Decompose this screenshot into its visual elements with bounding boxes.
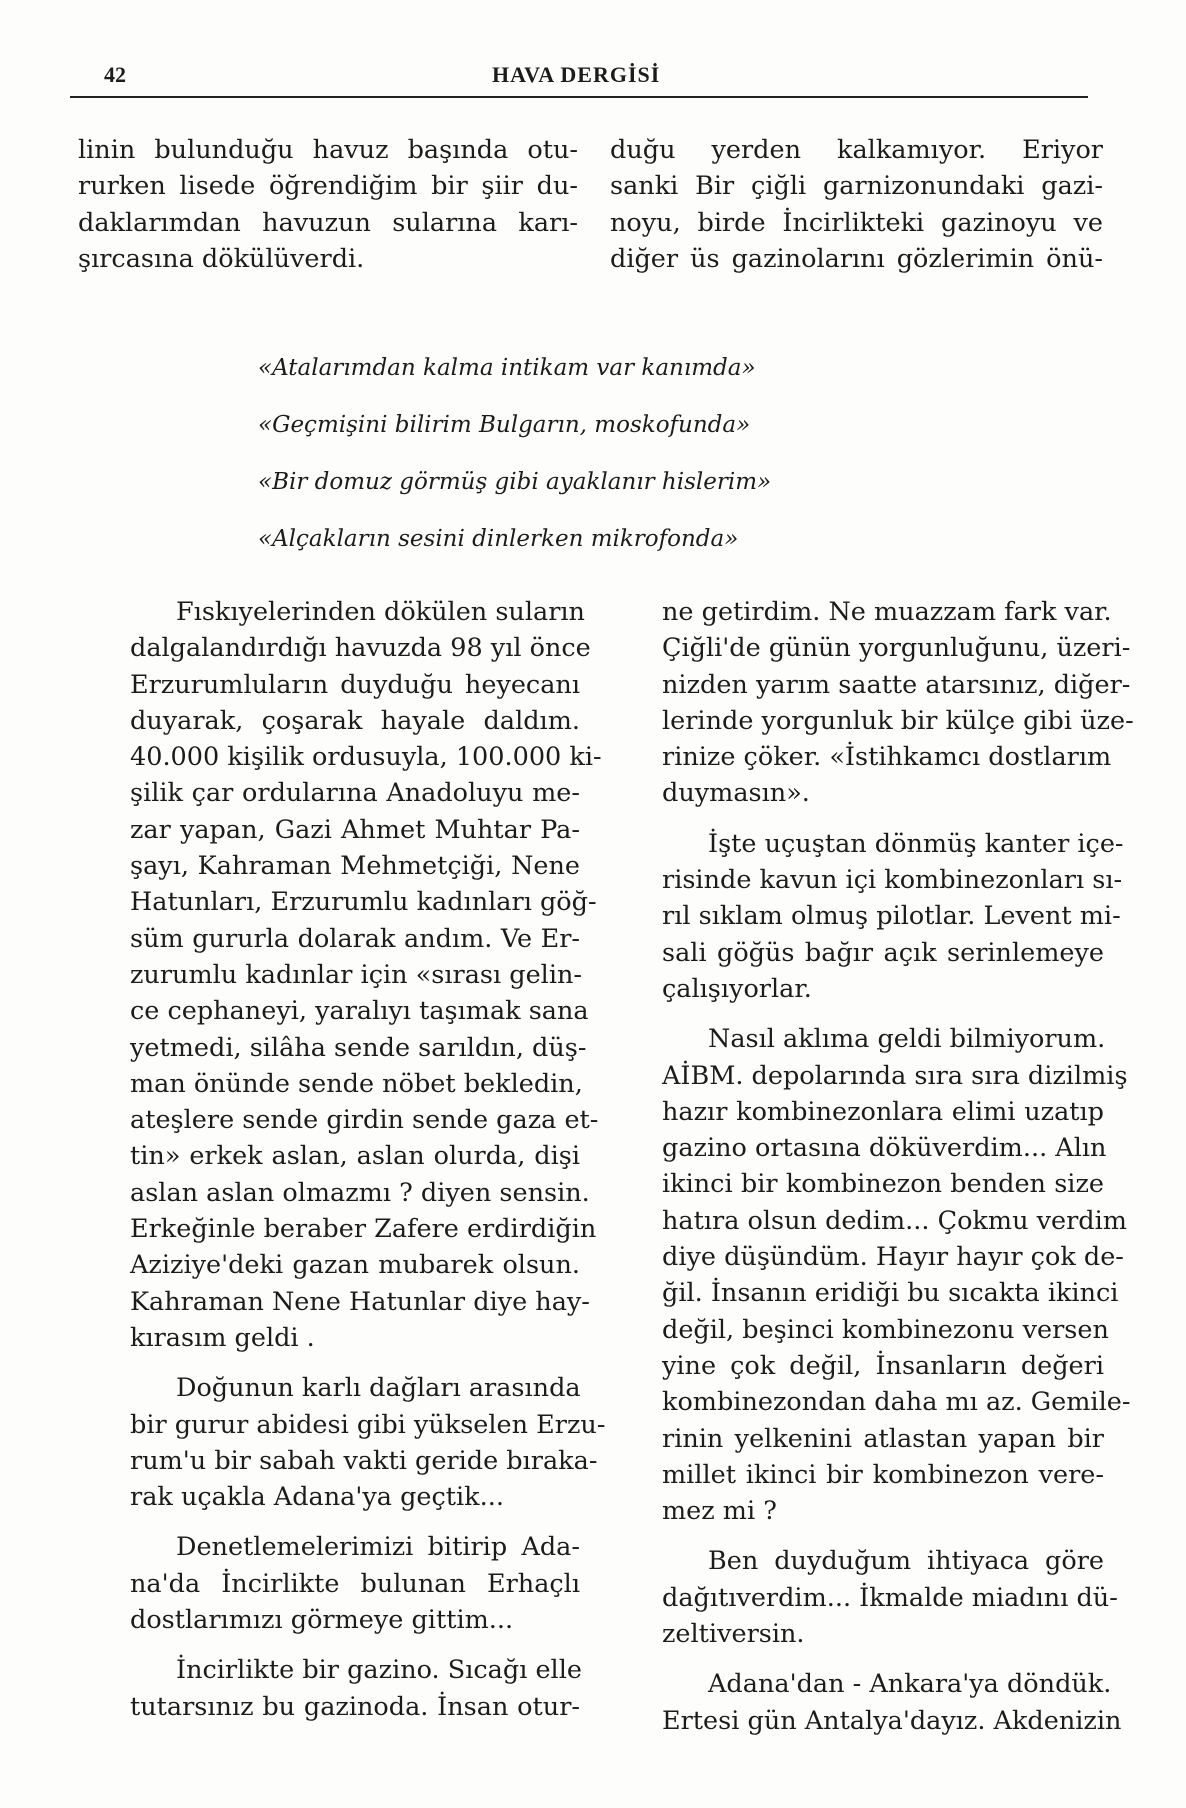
text-line: Erzurumluların duyduğu heyecanı [130,669,580,700]
text-line: AİBM. depolarında sıra sıra dizilmiş [662,1060,1128,1091]
text-line: aslan aslan olmazmı ? diyen sensin. [130,1177,590,1208]
text-line: Fıskıyelerinden dökülen suların [176,597,585,627]
text-line: diğer üs gazinolarını gözlerimin önü- [610,243,1103,274]
text-line: Adana'dan - Ankara'ya döndük. [708,1669,1112,1700]
paragraph [72,1652,580,1725]
paragraph [604,1666,1122,1739]
text-line: ğil. İnsanın eridiği bu sıcakta ikinci [662,1278,1119,1309]
text-line: duğu yerden kalkamıyor. Eriyor [610,135,1103,165]
text-line: Çiğli'de günün yorgunluğunu, üzeri- [662,633,1131,664]
text-line: dağıtıverdim... İkmalde miadını dü- [662,1582,1118,1613]
text-line: yine çok değil, İnsanların değeri [662,1350,1104,1381]
text-line: millet ikinci bir kombinezon vere- [662,1459,1104,1490]
poem-line: «Bir domuz görmüş gibi ayaklanır hislerim» [258,469,772,495]
text-line: sali göğüs bağır açık serinlemeye [662,937,1104,968]
text-line: Kahraman Nene Hatunlar diye hay- [130,1286,590,1317]
text-line: şilik çar ordularına Anadoluyu me- [130,778,580,809]
text-line: İşte uçuştan dönmüş kanter içe- [708,828,1124,859]
text-line: Ben duyduğum ihtiyaca göre [708,1546,1104,1577]
top-left-continuation [78,132,578,277]
text-line: hatıra olsun dedim... Çokmu verdim [662,1205,1127,1236]
text-line: tin» erkek aslan, aslan olurda, dişi [130,1141,580,1172]
text-line: zar yapan, Gazi Ahmet Muhtar Pa- [130,814,580,845]
text-line: hazır kombinezonlara elimi uzatıp [662,1096,1104,1127]
text-line: man önünde sende nöbet bekledin, [130,1068,583,1099]
text-line: rurken lisede öğrendiğim bir şiir du- [78,171,578,202]
text-line: Denetlemelerimizi bitirip Ada- [176,1532,580,1563]
text-line: rak uçakla Adana'ya geçtik... [130,1482,504,1513]
text-line: duymasın». [662,778,810,809]
text-line: zurumlu kadınlar için «sırası gelin- [130,959,583,990]
text-line: şırcasına dökülüverdi. [78,243,365,274]
text-line: dalgalandırdığı havuzda 98 yıl önce [130,633,591,664]
text-line: gazino ortasına döküverdim... Alın [662,1133,1107,1164]
text-line: ikinci bir kombinezon benden size [662,1169,1104,1200]
page-header [70,58,1088,98]
text-line: rinin yelkenini atlastan yapan bir [662,1423,1104,1454]
text-line: na'da İncirlikte bulunan Erhaçlı [130,1568,580,1599]
text-line: noyu, birde İncirlikteki gazinoyu ve [610,207,1103,238]
page-number: 42 [104,62,126,87]
text-line: sanki Bir çiğli garnizonundaki gazi- [610,171,1103,202]
paragraph [604,1021,1131,1529]
text-line: rinize çöker. «İstihkamcı dostlarım [662,742,1112,773]
text-line: ateşlere sende girdin sende gaza et- [130,1105,599,1136]
text-line: lerinde yorgunluk bir külçe gibi üze- [662,705,1134,736]
paragraph [604,826,1124,1007]
text-line: Ertesi gün Antalya'dayız. Akdenizin [662,1705,1122,1736]
paragraph [72,594,602,1356]
text-line: diye düşündüm. Hayır hayır çok de- [662,1242,1124,1273]
text-line: rum'u bir sabah vakti geride bıraka- [130,1445,598,1476]
text-line: risinde kavun içi kombinezonları sı- [662,865,1123,896]
text-line: Doğunun karlı dağları arasında [176,1373,581,1404]
text-line: Erkeğinle beraber Zafere erdirdiğin [130,1214,597,1245]
poem-quote [258,340,958,568]
text-line: ce cephaneyi, yaralıyı taşımak sana [130,996,589,1027]
text-line: kırasım geldi . [130,1322,315,1353]
text-line: şayı, Kahraman Mehmetçiği, Nene [130,851,580,882]
poem-line: «Geçmişini bilirim Bulgarın, moskofunda» [258,412,751,438]
top-right-continuation [610,132,1103,277]
text-line: Nasıl aklıma geldi bilmiyorum. [708,1024,1106,1055]
text-line: Hatunları, Erzurumlu kadınları göğ- [130,887,597,918]
paragraph [604,1543,1118,1652]
text-line: ne getirdim. Ne muazzam fark var. [662,597,1112,627]
text-line: Aziziye'deki gazan mubarek olsun. [130,1250,580,1281]
text-line: İncirlikte bir gazino. Sıcağı elle [176,1655,582,1686]
text-line: zeltiversin. [662,1619,805,1650]
poem-line: «Atalarımdan kalma intikam var kanımda» [258,355,756,381]
text-line: dostlarımızı görmeye gittim... [130,1605,514,1636]
paragraph [604,594,1134,812]
text-line: yetmedi, silâha sende sarıldın, düş- [130,1032,587,1063]
text-line: mez mi ? [662,1496,777,1527]
text-line: çalışıyorlar. [662,973,812,1004]
text-line: kombinezondan daha mı az. Gemile- [662,1387,1131,1418]
text-line: değil, beşinci kombinezonu versen [662,1314,1109,1345]
paragraph [72,1370,606,1515]
text-line: daklarımdan havuzun sularına karı- [78,207,578,238]
text-line: süm gururla dolarak andım. Ve Er- [130,923,580,954]
paragraph [72,1529,580,1638]
text-line: 40.000 kişilik ordusuyla, 100.000 ki- [130,742,602,773]
text-line: nizden yarım saatte atarsınız, diğer- [662,669,1131,700]
text-line: tutarsınız bu gazinoda. İnsan otur- [130,1691,580,1722]
journal-title: HAVA DERGİSİ [492,62,661,87]
text-line: bir gurur abidesi gibi yükselen Erzu- [130,1409,606,1440]
right-column [604,594,1134,1753]
text-line: rıl sıklam olmuş pilotlar. Levent mi- [662,901,1121,932]
text-line: duyarak, çoşarak hayale daldım. [130,705,580,736]
text-line: linin bulunduğu havuz başında otu- [78,135,578,165]
left-column [72,594,606,1739]
poem-line: «Alçakların sesini dinlerken mikrofonda» [258,526,739,552]
